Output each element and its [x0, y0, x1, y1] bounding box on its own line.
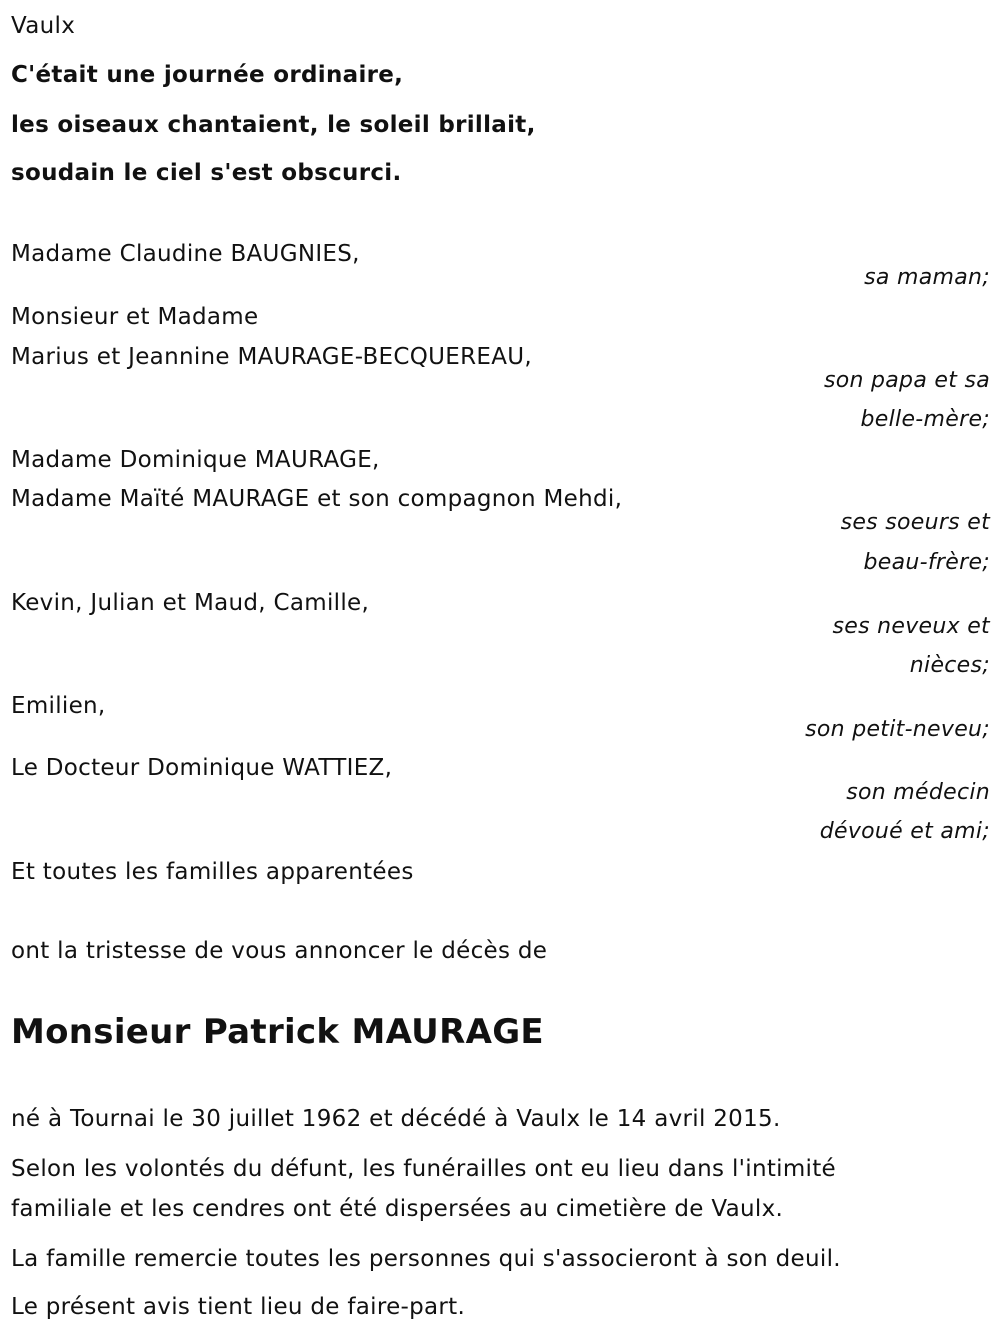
family-relation: son papa et sa [823, 368, 990, 393]
family-relation: beau-frère; [863, 550, 990, 575]
announcement: ont la tristesse de vous annoncer le décès de [11, 938, 548, 964]
family-name: Emilien, [11, 693, 106, 719]
detail-line: Le présent avis tient lieu de faire-part. [11, 1294, 466, 1320]
detail-line: né à Tournai le 30 juillet 1962 et décédé à Vaulx le 14 avril 2015. [11, 1106, 781, 1132]
family-name: Le Docteur Dominique WATTIEZ, [11, 755, 393, 781]
detail-line: Selon les volontés du défunt, les funérailles ont eu lieu dans l'intimité [11, 1156, 837, 1182]
family-relation: son petit-neveu; [805, 717, 990, 742]
poem-line: les oiseaux chantaient, le soleil brillait, [11, 112, 536, 138]
family-name: Marius et Jeannine MAURAGE-BECQUEREAU, [11, 344, 533, 370]
family-name: Madame Maïté MAURAGE et son compagnon Mehdi, [11, 486, 623, 512]
family-relation: nièces; [909, 653, 990, 678]
detail-line: La famille remercie toutes les personnes qui s'associeront à son deuil. [11, 1246, 841, 1272]
poem-line: soudain le ciel s'est obscurci. [11, 160, 402, 186]
other-families: Et toutes les familles apparentées [11, 859, 414, 885]
family-relation: son médecin [846, 780, 990, 805]
family-relation: ses neveux et [832, 614, 990, 639]
family-name: Madame Dominique MAURAGE, [11, 447, 380, 473]
family-relation: belle-mère; [860, 407, 990, 432]
family-relation: sa maman; [864, 265, 990, 290]
poem-line: C'était une journée ordinaire, [11, 62, 404, 88]
deceased-name: Monsieur Patrick MAURAGE [11, 1012, 544, 1052]
family-relation: ses soeurs et [840, 510, 990, 535]
family-name: Kevin, Julian et Maud, Camille, [11, 590, 370, 616]
family-name: Monsieur et Madame [11, 304, 259, 330]
detail-line: familiale et les cendres ont été dispersées au cimetière de Vaulx. [11, 1196, 784, 1222]
family-relation: dévoué et ami; [819, 819, 990, 844]
family-name: Madame Claudine BAUGNIES, [11, 241, 360, 267]
place: Vaulx [11, 13, 76, 39]
